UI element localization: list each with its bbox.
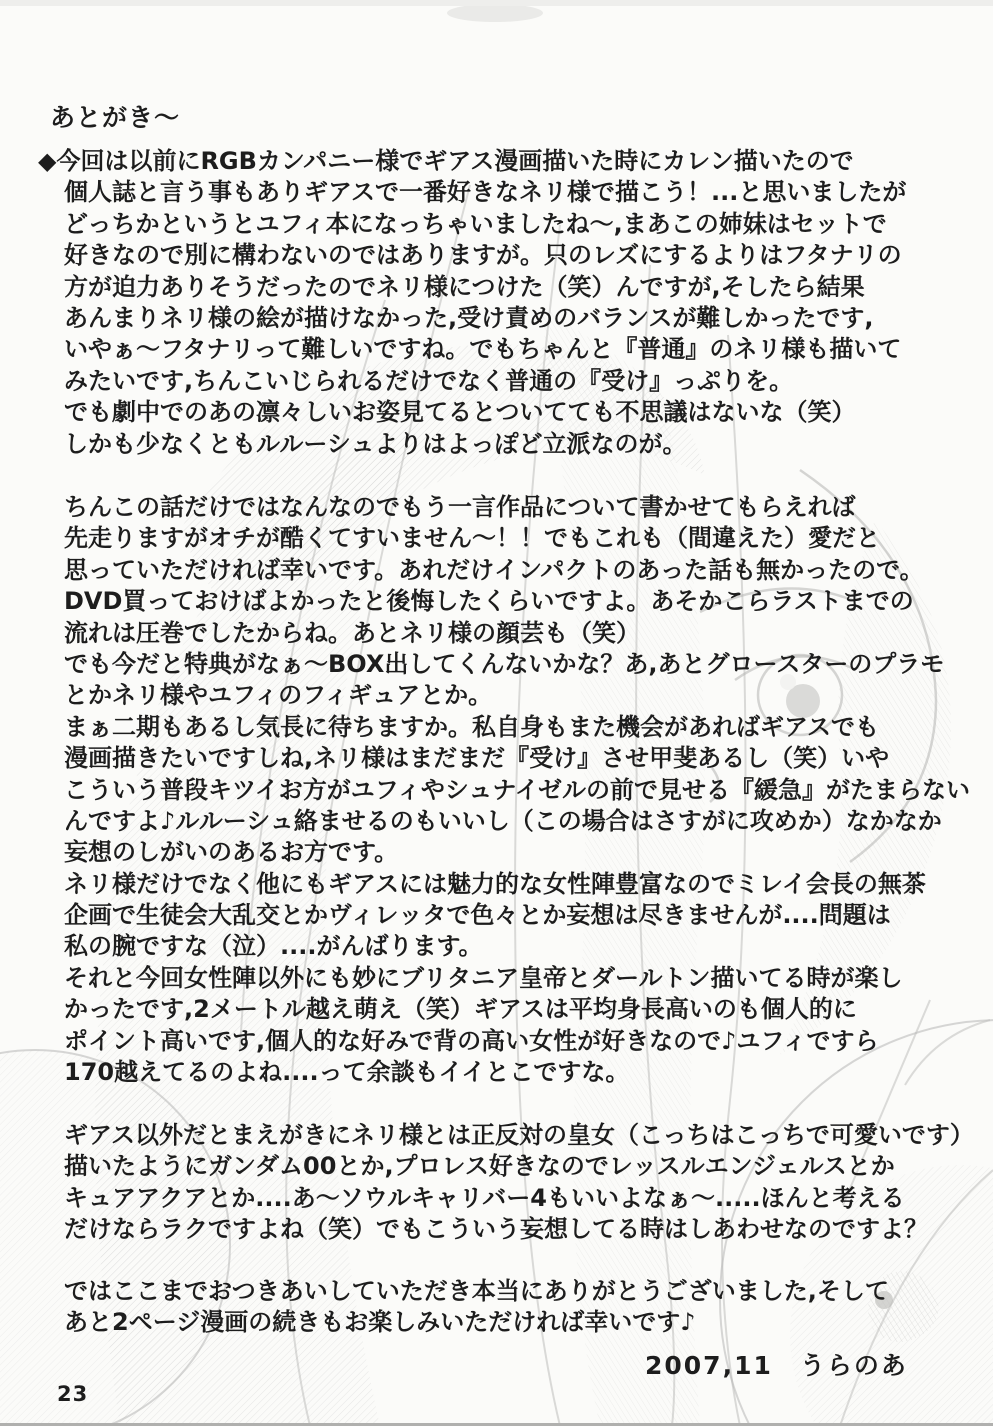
text-line: ポイント高いです,個人的な好みで背の高い女性が好きなので♪ユフィですら [64,1026,879,1055]
text-line: でも劇中でのあの凛々しいお姿見てるとついてても不思議はないな（笑） [64,398,856,427]
text-line: かったです,2メートル越え萌え（笑）ギアスは平均身長高いのも個人的に [64,995,857,1024]
text-line: 私の腕ですな（泣）....がんばります。 [64,932,483,961]
text-line: あと2ページ漫画の続きもお楽しみいただければ幸いです♪ [64,1308,696,1337]
text-line: ちんこの話だけではなんなのでもう一言作品について書かせてもらえれば [64,493,856,521]
text-line: 好きなので別に構わないのではありますが。只のレズにするよりはフタナリの [64,241,902,270]
text-line: 個人誌と言う事もありギアスで一番好きなネリ様で描こう！...と思いましたが [64,178,907,207]
paragraph-intro [0,146,993,460]
text-line: んですよ♪ルルーシュ絡ませるのもいいし（この場合はさすがに攻めか）なかなか [64,806,942,835]
text-line: それと今回女性陣以外にも妙にブリタニア皇帝とダールトン描いてる時が楽し [64,963,903,992]
text-line: ネリ様だけでなく他にもギアスには魅力的な女性陣豊富なのでミレイ会長の無茶 [64,869,926,898]
text-line: 170越えてるのよね....って余談もイイとこですな。 [64,1058,630,1087]
text-line: しかも少なくともルルーシュよりはよっぽど立派なのが。 [64,429,687,458]
paragraph-other-works [0,1120,993,1246]
text-line: 方が迫力ありそうだったのでネリ様につけた（笑）んですが,そしたら結果 [64,272,865,301]
paragraph-main [0,492,993,1088]
text-line: DVD買っておけばよかったと後悔したくらいですよ。あそかこらラストまでの [64,587,914,616]
page-number: 23 [57,1382,89,1406]
paragraph-closing [0,1276,993,1339]
text-line: 先走りますがオチが酷くてすいません～！！でもこれも（間違えた）愛だと [64,524,880,553]
text-line: どっちかというとユフィ本になっちゃいましたね～,まあこの姉妹はセットで [64,209,887,238]
signature-date: 2007,11 うらのあ [645,1351,908,1380]
text-line: あんまりネリ様の絵が描けなかった,受け責めのバランスが難しかったです, [64,303,874,332]
text-line: ギアス以外だとまえがきにネリ様とは正反対の皇女（こっちはこっちで可愛いです） [64,1121,974,1149]
text-line: 描いたようにガンダム00とか,プロレス好きなのでレッスルエンジェルスとか [64,1152,895,1181]
text-line: こういう普段キツイお方がユフィやシュナイゼルの前で見せる『緩急』がたまらない [64,775,970,804]
text-line: みたいです,ちんこいじられるだけでなく普通の『受け』っぷりを。 [64,366,794,395]
text-line: 企画で生徒会大乱交とかヴィレッタで色々とか妄想は尽きませんが....問題は [64,901,891,930]
text-line: 妄想のしがいのあるお方です。 [64,838,399,867]
text-line: だけならラクですよね（笑）でもこういう妄想してる時はしあわせなのですよ？ [64,1215,928,1244]
text-line: 漫画描きたいですしね,ネリ様はまだまだ『受け』させ甲斐あるし（笑）いや [64,744,890,773]
page-title: あとがき～ [50,103,181,132]
text-line: 思っていただければ幸いです。あれだけインパクトのあった話も無かったので。 [64,555,924,584]
text-line: キュアアクアとか....あ～ソウルキャリバー4もいいよなぁ～.....ほんと考える [64,1183,905,1212]
text-line: とかネリ様やユフィのフィギュアとか。 [64,681,493,710]
text-line: まぁ二期もあるし気長に待ちますか。私自身もまた機会があればギアスでも [64,712,880,741]
text-line: でも今だと特典がなぁ～BOX出してくんないかな？あ,あとグロースターのプラモ [64,649,945,678]
text-line: ◆今回は以前にRGBカンパニー様でギアス漫画描いた時にカレン描いたので [38,147,854,175]
text-line: ではここまでおつきあいしていただき本当にありがとうございました,そして [64,1277,889,1305]
text-line: 流れは圧巻でしたからね。あとネリ様の顔芸も（笑） [64,618,640,647]
text-line: いやぁ～フタナリって難しいですね。でもちゃんと『普通』のネリ様も描いて [64,335,902,364]
